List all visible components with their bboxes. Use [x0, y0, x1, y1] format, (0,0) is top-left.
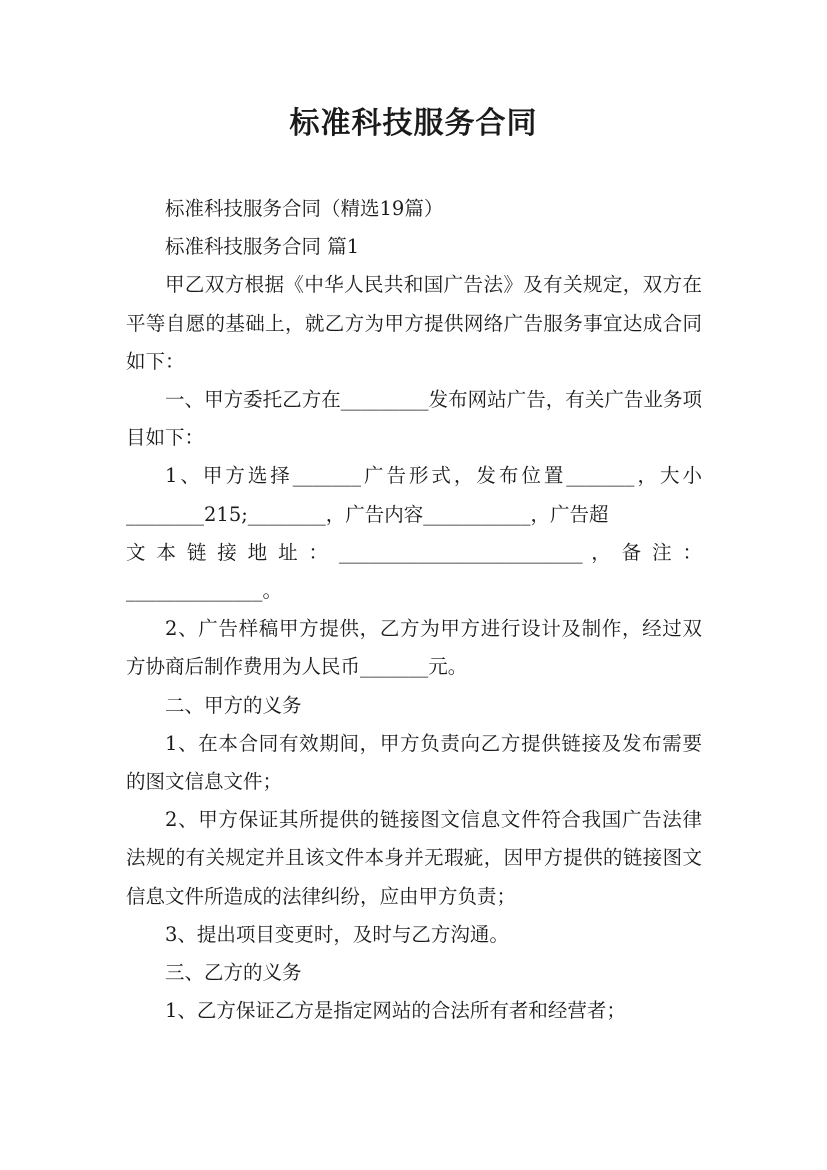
paragraph-clause-1-item-1-end: ______________。	[126, 579, 283, 603]
paragraph-clause-1: 一、甲方委托乙方在_________发布网站广告，有关广告业务项目如下：	[126, 388, 702, 450]
paragraph-clause-2-item-1: 1、在本合同有效期间，甲方负责向乙方提供链接及发布需要的图文信息文件；	[126, 731, 702, 794]
paragraph-clause-3-item-1: 1、乙方保证乙方是指定网站的合法所有者和经营者；	[165, 999, 626, 1023]
paragraph-section-heading: 标准科技服务合同 篇1	[165, 235, 360, 259]
paragraph-clause-2-item-3: 3、提出项目变更时，及时与乙方沟通。	[165, 922, 509, 946]
paragraph-subtitle: 标准科技服务合同（精选19篇）	[165, 197, 444, 220]
paragraph-clause-1-item-2: 2、广告样稿甲方提供，乙方为甲方进行设计及制作，经过双方协商后制作费用为人民币_______元。	[126, 617, 702, 679]
paragraph-clause-3-heading: 三、乙方的义务	[165, 961, 302, 985]
document-title: 标准科技服务合同	[289, 106, 538, 141]
paragraph-clause-2-heading: 二、甲方的义务	[165, 693, 302, 717]
paragraph-clause-1-item-1-cont: 文 本 链 接 地 址 ： _________________________ ， 备 注 ：	[126, 540, 702, 564]
paragraph-clause-2-item-2: 2、甲方保证其所提供的链接图文信息文件符合我国广告法律法规的有关规定并且该文件本身并无瑕疵，因甲方提供的链接图文信息文件所造成的法律纠纷，应由甲方负责；	[126, 808, 702, 908]
paragraph-clause-1-item-1: 1、甲方选择_______广告形式，发布位置_______，大小________215;________，广告内容___________，广告超	[126, 464, 702, 526]
paragraph-preamble: 甲乙双方根据《中华人民共和国广告法》及有关规定，双方在平等自愿的基础上，就乙方为甲方提供网络广告服务事宜达成合同如下：	[126, 273, 702, 373]
document-body	[126, 190, 702, 1030]
